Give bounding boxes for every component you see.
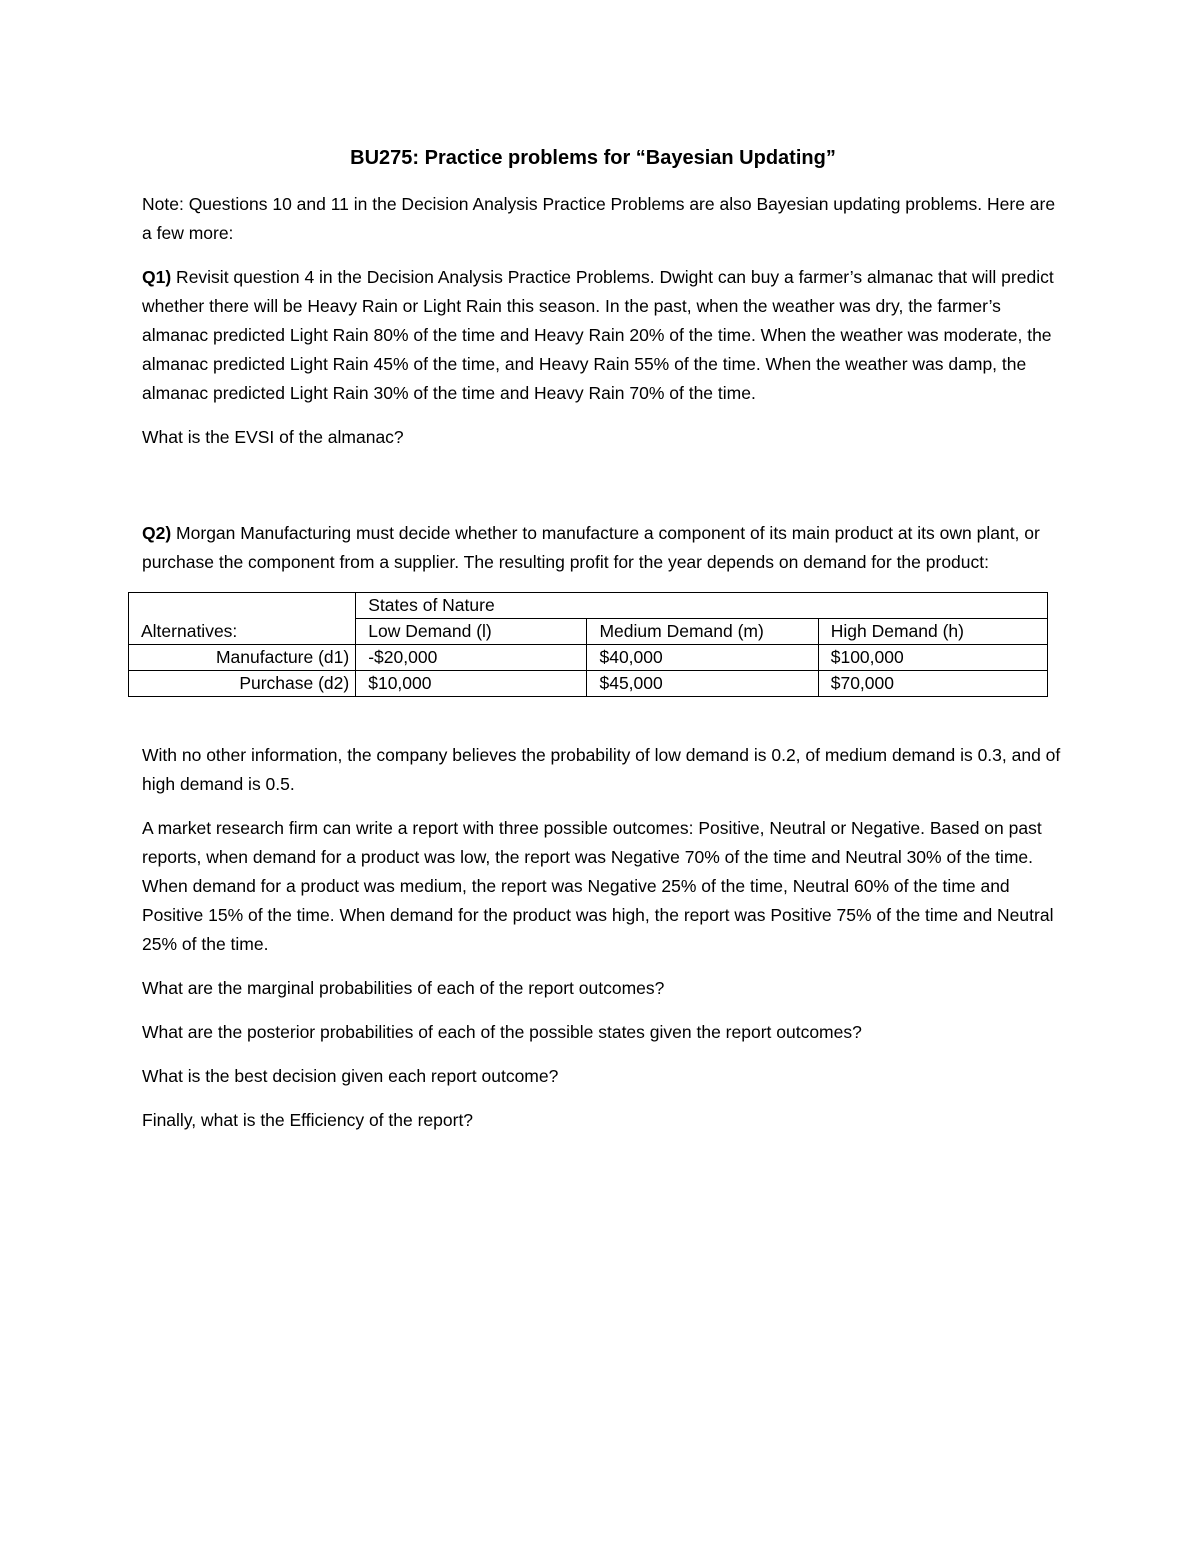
q2-paragraph [142, 519, 1062, 577]
table-row [129, 671, 1048, 697]
table-cell: $10,000 [356, 671, 587, 697]
q2-text: Morgan Manufacturing must decide whether to manufacture a component of its main product at its own plant, or purchase the component from a supplier. The resulting profit for the year depends on demand for the product: [142, 523, 1040, 572]
row-label-purchase: Purchase (d2) [129, 671, 356, 697]
question-best-decision: What is the best decision given each report outcome? [142, 1066, 559, 1086]
table-cell: $70,000 [818, 671, 1047, 697]
column-header-medium: Medium Demand (m) [587, 619, 818, 645]
q1-paragraph [142, 263, 1062, 408]
document-page [142, 144, 1062, 1150]
table-row [129, 645, 1048, 671]
question-marginal: What are the marginal probabilities of each of the report outcomes? [142, 978, 665, 998]
table-cell: $45,000 [587, 671, 818, 697]
payoff-table [128, 592, 1048, 697]
section-spacer [142, 467, 1062, 519]
table-cell: $40,000 [587, 645, 818, 671]
states-of-nature-header: States of Nature [356, 593, 1048, 619]
report-paragraph: A market research firm can write a report with three possible outcomes: Positive, Neutral or Negative. Based on past reports, when demand for a product was low, the report was Negative 70% of the time and Neutral 30% of the time. When demand for a product was medium, the report was Negative 25% of the time, Neutral 60% of the time and Positive 15% of the time. When demand for the product was high, the report was Positive 75% of the time and Neutral 25% of the time. [142, 818, 1054, 954]
table-cell: -$20,000 [356, 645, 587, 671]
q1-question: What is the EVSI of the almanac? [142, 427, 404, 447]
q1-label: Q1) [142, 267, 172, 287]
question-posterior: What are the posterior probabilities of each of the possible states given the report outcomes? [142, 1022, 862, 1042]
column-header-high: High Demand (h) [818, 619, 1047, 645]
page-title: BU275: Practice problems for “Bayesian Updating” [350, 147, 836, 169]
row-label-manufacture: Manufacture (d1) [129, 645, 356, 671]
table-header-row-states [129, 593, 1048, 619]
q1-text: Revisit question 4 in the Decision Analysis Practice Problems. Dwight can buy a farmer’s almanac that will predict whether there will be Heavy Rain or Light Rain this season. In the past, when the weather was dry, the farmer’s almanac predicted Light Rain 80% of the time and Heavy Rain 20% of the time. When the weather was moderate, the almanac predicted Light Rain 45% of the time, and Heavy Rain 55% of the time. When the weather was damp, the almanac predicted Light Rain 30% of the time and Heavy Rain 70% of the time. [142, 267, 1054, 403]
q2-label: Q2) [142, 523, 172, 543]
table-corner-cell [129, 593, 356, 619]
note-paragraph: Note: Questions 10 and 11 in the Decision Analysis Practice Problems are also Bayesian updating problems. Here are a few more: [142, 194, 1056, 243]
prior-paragraph: With no other information, the company believes the probability of low demand is 0.2, of medium demand is 0.3, and of high demand is 0.5. [142, 745, 1061, 794]
alternatives-header: Alternatives: [129, 619, 356, 645]
question-efficiency: Finally, what is the Efficiency of the report? [142, 1110, 474, 1130]
table-header-row-columns [129, 619, 1048, 645]
column-header-low: Low Demand (l) [356, 619, 587, 645]
table-cell: $100,000 [818, 645, 1047, 671]
